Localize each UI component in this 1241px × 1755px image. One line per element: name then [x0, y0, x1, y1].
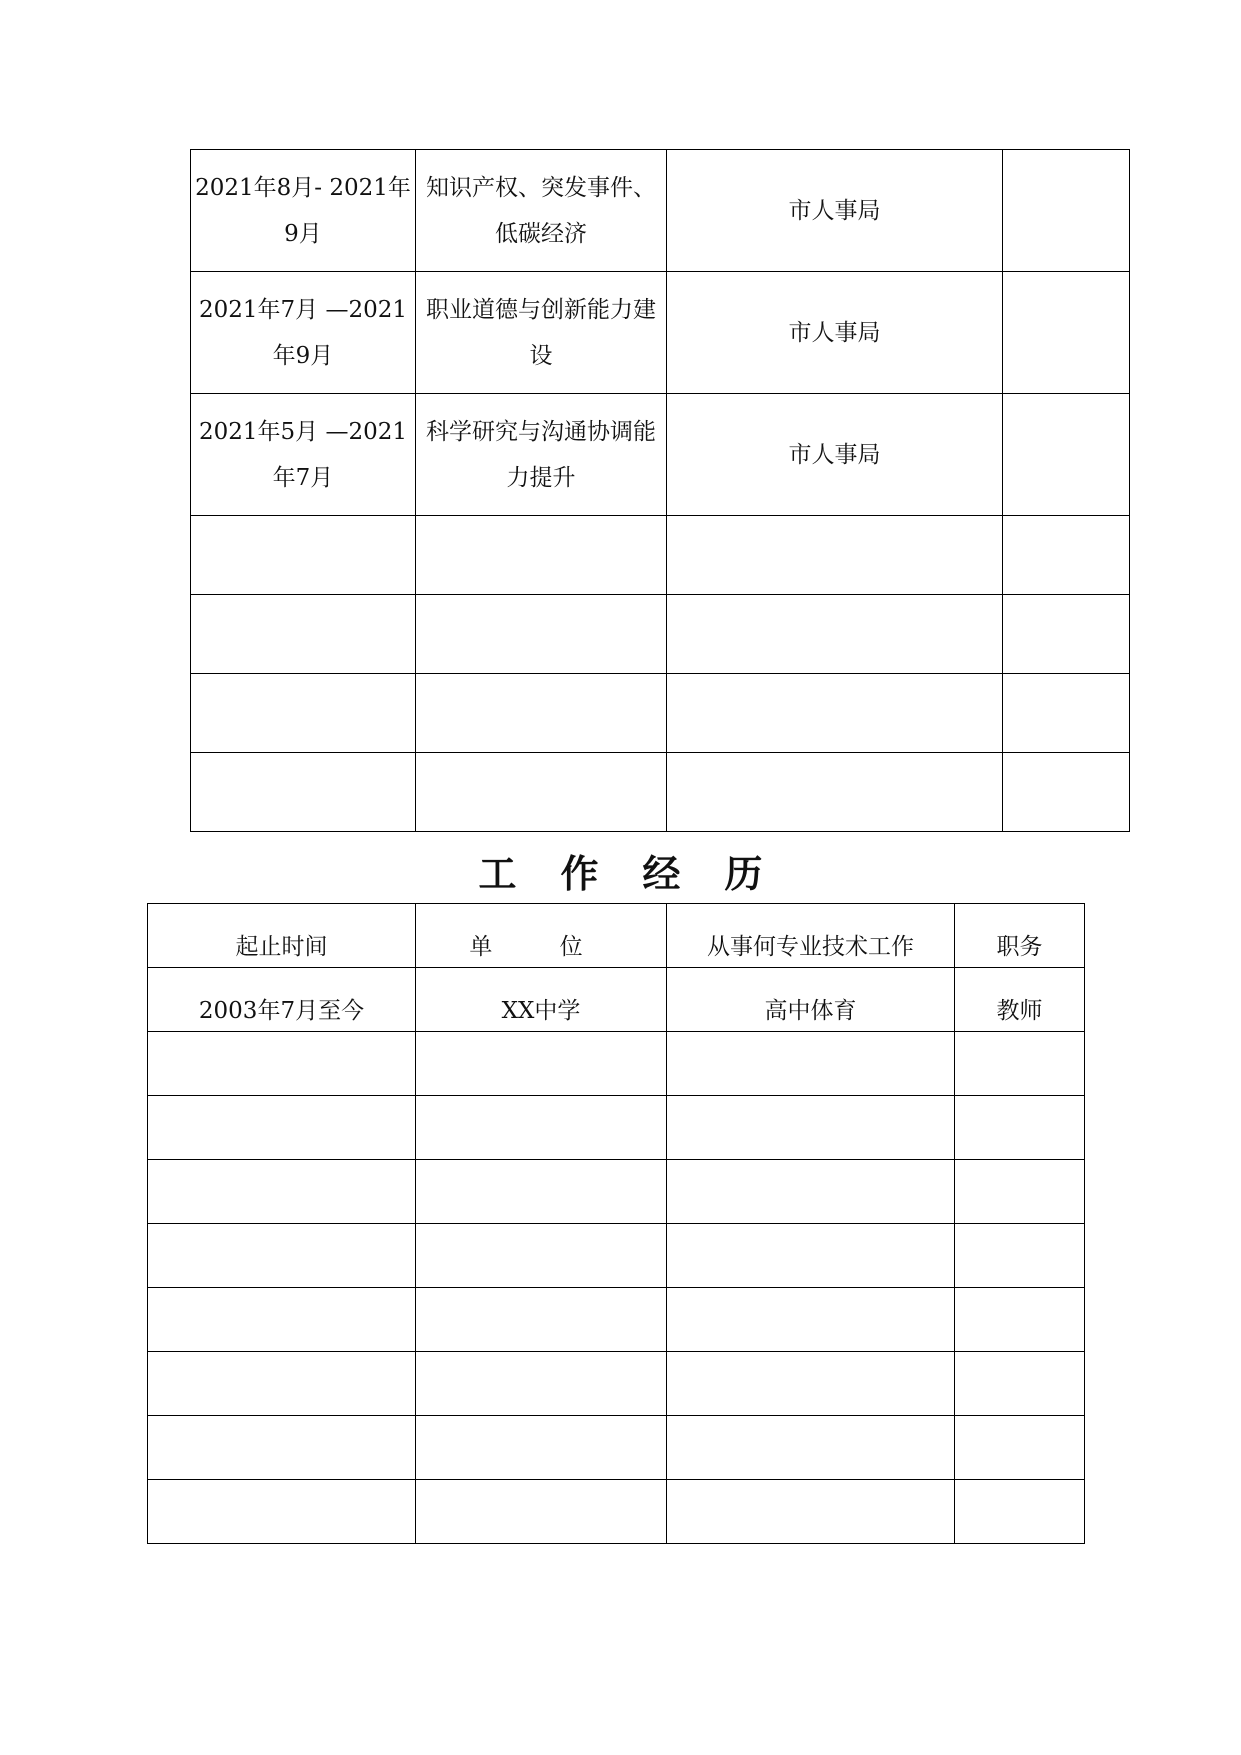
table-row: [191, 516, 1130, 595]
training-topic: [416, 753, 667, 832]
column-header-period: 起止时间: [148, 904, 416, 968]
table-row: [191, 150, 1130, 272]
work-unit: XX中学: [416, 968, 667, 1032]
work-specialty: [667, 1352, 955, 1416]
work-position: [955, 1160, 1085, 1224]
table-row: [148, 1416, 1085, 1480]
work-position: [955, 1096, 1085, 1160]
work-unit: [416, 1224, 667, 1288]
work-specialty: [667, 1096, 955, 1160]
work-history-table: [147, 903, 1085, 1544]
work-period: [148, 1352, 416, 1416]
work-specialty: [667, 1416, 955, 1480]
training-organizer: [667, 753, 1003, 832]
table-row: [148, 1480, 1085, 1544]
work-position: [955, 1032, 1085, 1096]
work-position: 教师: [955, 968, 1085, 1032]
work-position: [955, 1352, 1085, 1416]
work-unit: [416, 1352, 667, 1416]
work-position: [955, 1288, 1085, 1352]
table-row: [148, 1096, 1085, 1160]
work-period: [148, 1480, 416, 1544]
training-topic: 知识产权、突发事件、低碳经济: [416, 150, 667, 272]
training-remark: [1003, 272, 1130, 394]
training-remark: [1003, 674, 1130, 753]
table-row: [148, 1032, 1085, 1096]
work-unit: [416, 1096, 667, 1160]
training-remark: [1003, 516, 1130, 595]
table-row: [148, 1224, 1085, 1288]
work-period: 2003年7月至今: [148, 968, 416, 1032]
work-unit: [416, 1480, 667, 1544]
work-period: [148, 1288, 416, 1352]
training-period: [191, 674, 416, 753]
work-period: [148, 1032, 416, 1096]
work-history-title: 工作经历: [478, 851, 807, 896]
table-row: [191, 753, 1130, 832]
training-period: [191, 516, 416, 595]
table-row: [148, 968, 1085, 1032]
training-period: [191, 753, 416, 832]
table-row: [148, 1160, 1085, 1224]
work-position: [955, 1224, 1085, 1288]
training-topic: [416, 674, 667, 753]
work-unit: [416, 1288, 667, 1352]
table-row: [148, 1288, 1085, 1352]
table-row: [191, 595, 1130, 674]
work-position: [955, 1480, 1085, 1544]
work-specialty: 高中体育: [667, 968, 955, 1032]
training-topic: 职业道德与创新能力建设: [416, 272, 667, 394]
column-header-position: 职务: [955, 904, 1085, 968]
training-organizer: [667, 516, 1003, 595]
column-header-unit: 单 位: [416, 904, 667, 968]
work-specialty: [667, 1288, 955, 1352]
column-header-specialty: 从事何专业技术工作: [667, 904, 955, 968]
work-period: [148, 1096, 416, 1160]
training-organizer: [667, 595, 1003, 674]
table-row: [191, 394, 1130, 516]
training-table: [190, 149, 1130, 832]
training-period: 2021年5月 —2021年7月: [191, 394, 416, 516]
work-unit: [416, 1416, 667, 1480]
work-unit: [416, 1160, 667, 1224]
training-organizer: 市人事局: [667, 394, 1003, 516]
work-period: [148, 1416, 416, 1480]
training-topic: [416, 516, 667, 595]
training-period: 2021年7月 —2021年9月: [191, 272, 416, 394]
work-position: [955, 1416, 1085, 1480]
table-row: [191, 674, 1130, 753]
work-specialty: [667, 1160, 955, 1224]
training-organizer: 市人事局: [667, 150, 1003, 272]
table-row: [191, 272, 1130, 394]
work-specialty: [667, 1032, 955, 1096]
work-specialty: [667, 1480, 955, 1544]
training-remark: [1003, 150, 1130, 272]
table-row: [148, 1352, 1085, 1416]
training-topic: [416, 595, 667, 674]
work-period: [148, 1224, 416, 1288]
training-organizer: 市人事局: [667, 272, 1003, 394]
training-organizer: [667, 674, 1003, 753]
training-remark: [1003, 394, 1130, 516]
training-topic: 科学研究与沟通协调能力提升: [416, 394, 667, 516]
work-unit: [416, 1032, 667, 1096]
training-period: 2021年8月- 2021年9月: [191, 150, 416, 272]
table-header-row: [148, 904, 1085, 968]
work-specialty: [667, 1224, 955, 1288]
training-period: [191, 595, 416, 674]
training-remark: [1003, 595, 1130, 674]
training-remark: [1003, 753, 1130, 832]
work-period: [148, 1160, 416, 1224]
